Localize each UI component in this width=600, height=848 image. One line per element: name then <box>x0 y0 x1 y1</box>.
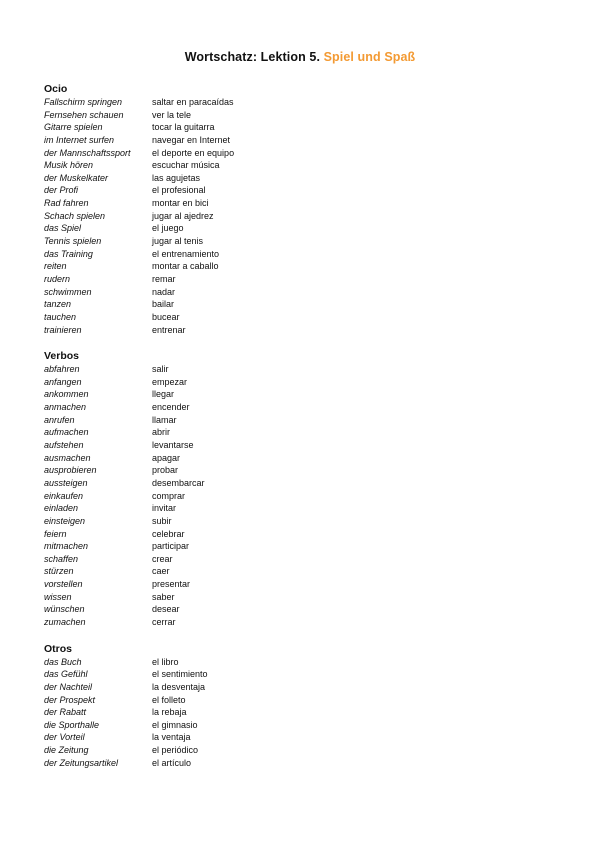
vocab-row <box>44 134 544 147</box>
spanish-translation: remar <box>152 273 176 284</box>
vocab-row <box>44 731 544 744</box>
german-term: aufstehen <box>44 440 84 451</box>
german-term: zumachen <box>44 616 86 627</box>
vocab-row <box>44 464 544 477</box>
section-verbos <box>44 349 544 628</box>
vocab-row <box>44 147 544 160</box>
spanish-translation: invitar <box>152 503 177 514</box>
german-term: der Mannschaftssport <box>44 147 131 158</box>
vocab-row <box>44 401 544 414</box>
vocab-row <box>44 414 544 427</box>
german-term: ausmachen <box>44 452 91 463</box>
german-term: abfahren <box>44 364 80 375</box>
german-term: aufmachen <box>44 427 89 438</box>
spanish-translation: escuchar música <box>152 160 220 171</box>
german-term: Schach spielen <box>44 210 106 221</box>
vocab-row <box>44 681 544 694</box>
vocab-row <box>44 719 544 732</box>
vocab-row <box>44 248 544 261</box>
vocab-row <box>44 184 544 197</box>
spanish-translation: el deporte en equipo <box>152 147 235 158</box>
german-term: Gitarre spielen <box>44 122 103 133</box>
vocab-row <box>44 286 544 299</box>
vocab-row <box>44 540 544 553</box>
german-term: das Gefühl <box>44 669 88 680</box>
vocab-row <box>44 744 544 757</box>
german-term: stürzen <box>44 566 74 577</box>
vocab-row <box>44 565 544 578</box>
vocab-row <box>44 477 544 490</box>
section-rows <box>44 363 544 628</box>
vocab-row <box>44 656 544 669</box>
spanish-translation: nadar <box>152 286 176 297</box>
spanish-translation: el artículo <box>152 757 192 768</box>
spanish-translation: caer <box>152 566 170 577</box>
german-term: rudern <box>44 273 71 284</box>
vocab-row <box>44 311 544 324</box>
vocab-row <box>44 210 544 223</box>
vocab-row <box>44 222 544 235</box>
german-term: der Muskelkater <box>44 172 109 183</box>
german-term: anmachen <box>44 402 87 413</box>
german-term: der Prospekt <box>44 694 96 705</box>
german-term: wissen <box>44 591 72 602</box>
german-term: Fallschirm springen <box>44 97 123 107</box>
german-term: schwimmen <box>44 286 92 297</box>
spanish-translation: salir <box>152 364 169 375</box>
vocabulary-list <box>44 82 544 769</box>
german-term: der Nachteil <box>44 681 93 692</box>
spanish-translation: encender <box>152 402 190 413</box>
vocab-row <box>44 96 544 109</box>
vocab-row <box>44 235 544 248</box>
german-term: trainieren <box>44 324 82 335</box>
spanish-translation: probar <box>152 465 179 476</box>
spanish-translation: bucear <box>152 311 180 322</box>
vocab-row <box>44 668 544 681</box>
vocab-row <box>44 528 544 541</box>
spanish-translation: la rebaja <box>152 707 187 718</box>
spanish-translation: cerrar <box>152 616 176 627</box>
german-term: Tennis spielen <box>44 236 102 247</box>
spanish-translation: desembarcar <box>152 477 205 488</box>
german-term: tauchen <box>44 311 77 322</box>
page-title-prefix: Wortschatz: Lektion 5. <box>184 50 324 64</box>
spanish-translation: jugar al ajedrez <box>152 210 214 221</box>
vocab-row <box>44 159 544 172</box>
spanish-translation: el juego <box>152 223 184 234</box>
vocab-row <box>44 553 544 566</box>
page-title <box>0 50 600 64</box>
german-term: der Vorteil <box>44 732 85 743</box>
german-term: anrufen <box>44 414 75 425</box>
spanish-translation: levantarse <box>152 440 194 451</box>
vocab-row <box>44 172 544 185</box>
spanish-translation: entrenar <box>152 324 186 335</box>
vocab-row <box>44 109 544 122</box>
spanish-translation: montar en bici <box>152 198 209 209</box>
vocab-row <box>44 197 544 210</box>
spanish-translation: participar <box>152 541 190 552</box>
spanish-translation: tocar la guitarra <box>152 122 215 133</box>
section-ocio <box>44 82 544 336</box>
section-heading: Ocio <box>44 83 68 95</box>
vocab-row <box>44 260 544 273</box>
spanish-translation: empezar <box>152 376 188 387</box>
spanish-translation: comprar <box>152 490 186 501</box>
spanish-translation: subir <box>152 515 172 526</box>
german-term: reiten <box>44 261 67 272</box>
spanish-translation: desear <box>152 604 180 615</box>
spanish-translation: el sentimiento <box>152 669 208 680</box>
german-term: tanzen <box>44 299 72 310</box>
section-rows <box>44 656 544 770</box>
spanish-translation: el gimnasio <box>152 719 198 730</box>
spanish-translation: navegar en Internet <box>152 134 231 145</box>
spanish-translation: jugar al tenis <box>152 236 204 247</box>
vocab-row <box>44 490 544 503</box>
german-term: feiern <box>44 528 67 539</box>
german-term: einladen <box>44 503 79 514</box>
spanish-translation: saber <box>152 591 175 602</box>
german-term: im Internet surfen <box>44 134 115 145</box>
spanish-translation: la ventaja <box>152 732 191 743</box>
german-term: Rad fahren <box>44 198 89 209</box>
section-heading: Verbos <box>44 350 80 363</box>
spanish-translation: la desventaja <box>152 681 206 692</box>
vocab-row <box>44 452 544 465</box>
german-term: einsteigen <box>44 515 86 526</box>
spanish-translation: el libro <box>152 656 179 667</box>
vocab-row <box>44 388 544 401</box>
vocab-row <box>44 515 544 528</box>
spanish-translation: montar a caballo <box>152 261 219 272</box>
vocab-row <box>44 694 544 707</box>
spanish-translation: apagar <box>152 452 181 463</box>
vocab-row <box>44 502 544 515</box>
vocab-row <box>44 706 544 719</box>
vocab-row <box>44 273 544 286</box>
section-heading: Otros <box>44 642 73 655</box>
german-term: das Buch <box>44 656 82 667</box>
german-term: vorstellen <box>44 579 83 590</box>
section-otros <box>44 642 544 770</box>
spanish-translation: saltar en paracaídas <box>152 97 234 107</box>
vocab-row <box>44 578 544 591</box>
german-term: die Sporthalle <box>44 719 100 730</box>
vocab-row <box>44 591 544 604</box>
spanish-translation: el periódico <box>152 745 199 756</box>
spanish-translation: llegar <box>152 389 175 400</box>
german-term: ausprobieren <box>44 465 97 476</box>
vocab-row <box>44 298 544 311</box>
spanish-translation: celebrar <box>152 528 185 539</box>
german-term: der Profi <box>44 185 79 196</box>
spanish-translation: presentar <box>152 579 191 590</box>
german-term: Fernsehen schauen <box>44 109 124 120</box>
page-title-accent: Spiel und Spaß <box>323 50 416 64</box>
german-term: aussteigen <box>44 477 88 488</box>
german-term: anfangen <box>44 376 82 387</box>
spanish-translation: abrir <box>152 427 171 438</box>
spanish-translation: ver la tele <box>152 109 192 120</box>
german-term: das Spiel <box>44 223 82 234</box>
vocab-row <box>44 603 544 616</box>
section-rows <box>44 96 544 336</box>
german-term: einkaufen <box>44 490 84 501</box>
spanish-translation: bailar <box>152 299 175 310</box>
german-term: ankommen <box>44 389 89 400</box>
vocab-row <box>44 616 544 629</box>
vocab-row <box>44 439 544 452</box>
vocab-row <box>44 121 544 134</box>
spanish-translation: el entrenamiento <box>152 248 220 259</box>
german-term: schaffen <box>44 553 79 564</box>
vocab-row <box>44 363 544 376</box>
vocab-row <box>44 324 544 337</box>
german-term: wünschen <box>44 604 85 615</box>
vocab-row <box>44 757 544 770</box>
spanish-translation: el folleto <box>152 694 186 705</box>
german-term: der Rabatt <box>44 707 87 718</box>
german-term: mitmachen <box>44 541 89 552</box>
vocab-row <box>44 426 544 439</box>
spanish-translation: llamar <box>152 414 177 425</box>
vocab-row <box>44 376 544 389</box>
german-term: das Training <box>44 248 93 259</box>
german-term: der Zeitungsartikel <box>44 757 119 768</box>
german-term: Musik hören <box>44 160 94 171</box>
german-term: die Zeitung <box>44 745 89 756</box>
spanish-translation: crear <box>152 553 173 564</box>
spanish-translation: las agujetas <box>152 172 201 183</box>
spanish-translation: el profesional <box>152 185 206 196</box>
